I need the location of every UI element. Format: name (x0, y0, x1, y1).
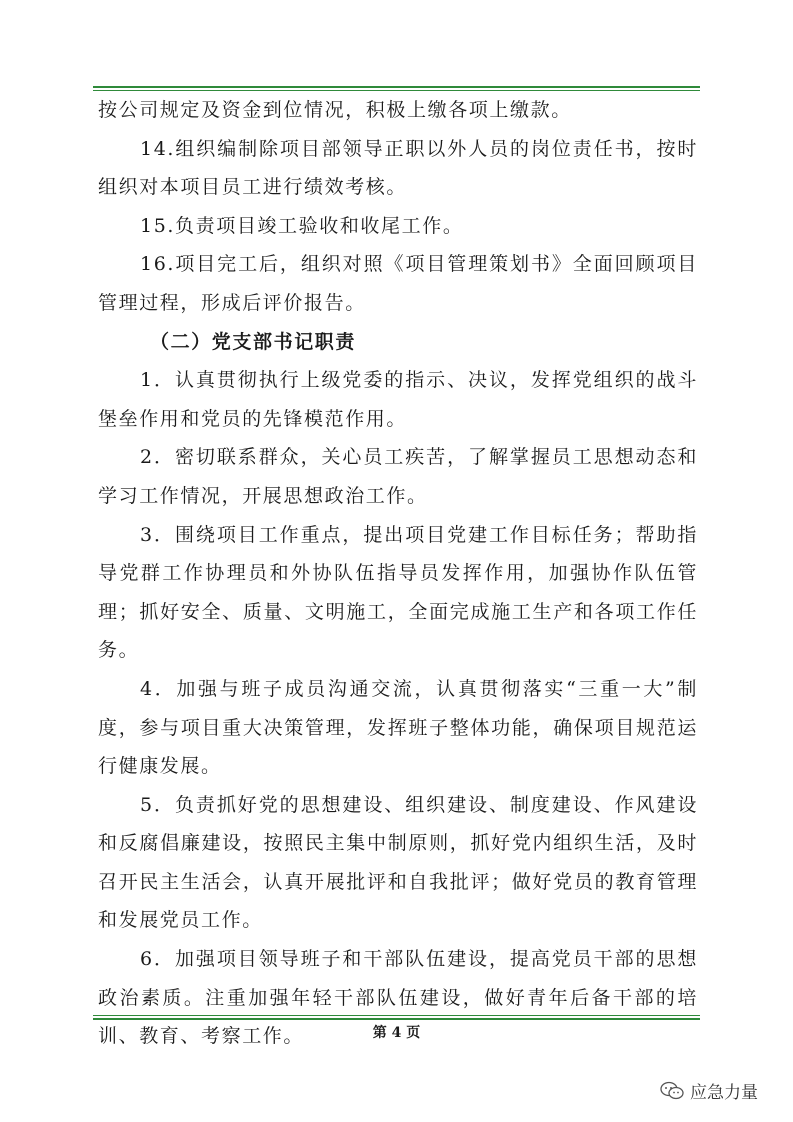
wechat-icon (660, 1081, 684, 1101)
footer-rule-thin (93, 1015, 700, 1016)
paragraph-item-15: 15.负责项目竣工验收和收尾工作。 (140, 214, 464, 237)
paragraph-duty-2: 2．密切联系群众，关心员工疾苦，了解掌握员工思想动态和学习工作情况，开展思想政治工作。 (98, 446, 698, 507)
paragraph-duty-1: 1．认真贯彻执行上级党委的指示、决议，发挥党组织的战斗堡垒作用和党员的先锋模范作用。 (98, 369, 698, 430)
document-body (98, 91, 698, 1056)
watermark-text: 应急力量 (690, 1083, 758, 1103)
paragraph-duty-4: 4．加强与班子成员沟通交流，认真贯彻落实“三重一大”制度，参与项目重大决策管理，发挥班子整体功能，确保项目规范运行健康发展。 (98, 677, 698, 778)
page-number: 第 4 页 (372, 1025, 421, 1041)
paragraph-continuation: 按公司规定及资金到位情况，积极上缴各项上缴款。 (98, 99, 572, 121)
header-rule (93, 86, 700, 88)
footer-rule (93, 1018, 700, 1020)
paragraph-duty-6: 6．加强项目领导班子和干部队伍建设，提高党员干部的思想政治素质。注重加强年轻干部队伍建设，做好青年后备干部的培训、教育、考察工作。 (98, 948, 698, 1048)
paragraph-duty-5: 5．负责抓好党的思想建设、组织建设、制度建设、作风建设和反腐倡廉建设，按照民主集中制原则，抓好党内组织生活，及时召开民主生活会，认真开展批评和自我批评；做好党员的教育管理和发展党员工作。 (98, 793, 698, 932)
paragraph-duty-3: 3．围绕项目工作重点，提出项目党建工作目标任务；帮助指导党群工作协理员和外协队伍指导员发挥作用，加强协作队伍管理；抓好安全、质量、文明施工，全面完成施工生产和各项工作任务。 (98, 523, 698, 662)
paragraph-item-14: 14.组织编制除项目部领导正职以外人员的岗位责任书，按时组织对本项目员工进行绩效考核。 (98, 137, 698, 199)
paragraph-item-16: 16.项目完工后，组织对照《项目管理策划书》全面回顾项目管理过程，形成后评价报告。 (98, 253, 698, 314)
watermark (660, 1078, 758, 1103)
section-heading: （二）党支部书记职责 (150, 330, 357, 353)
